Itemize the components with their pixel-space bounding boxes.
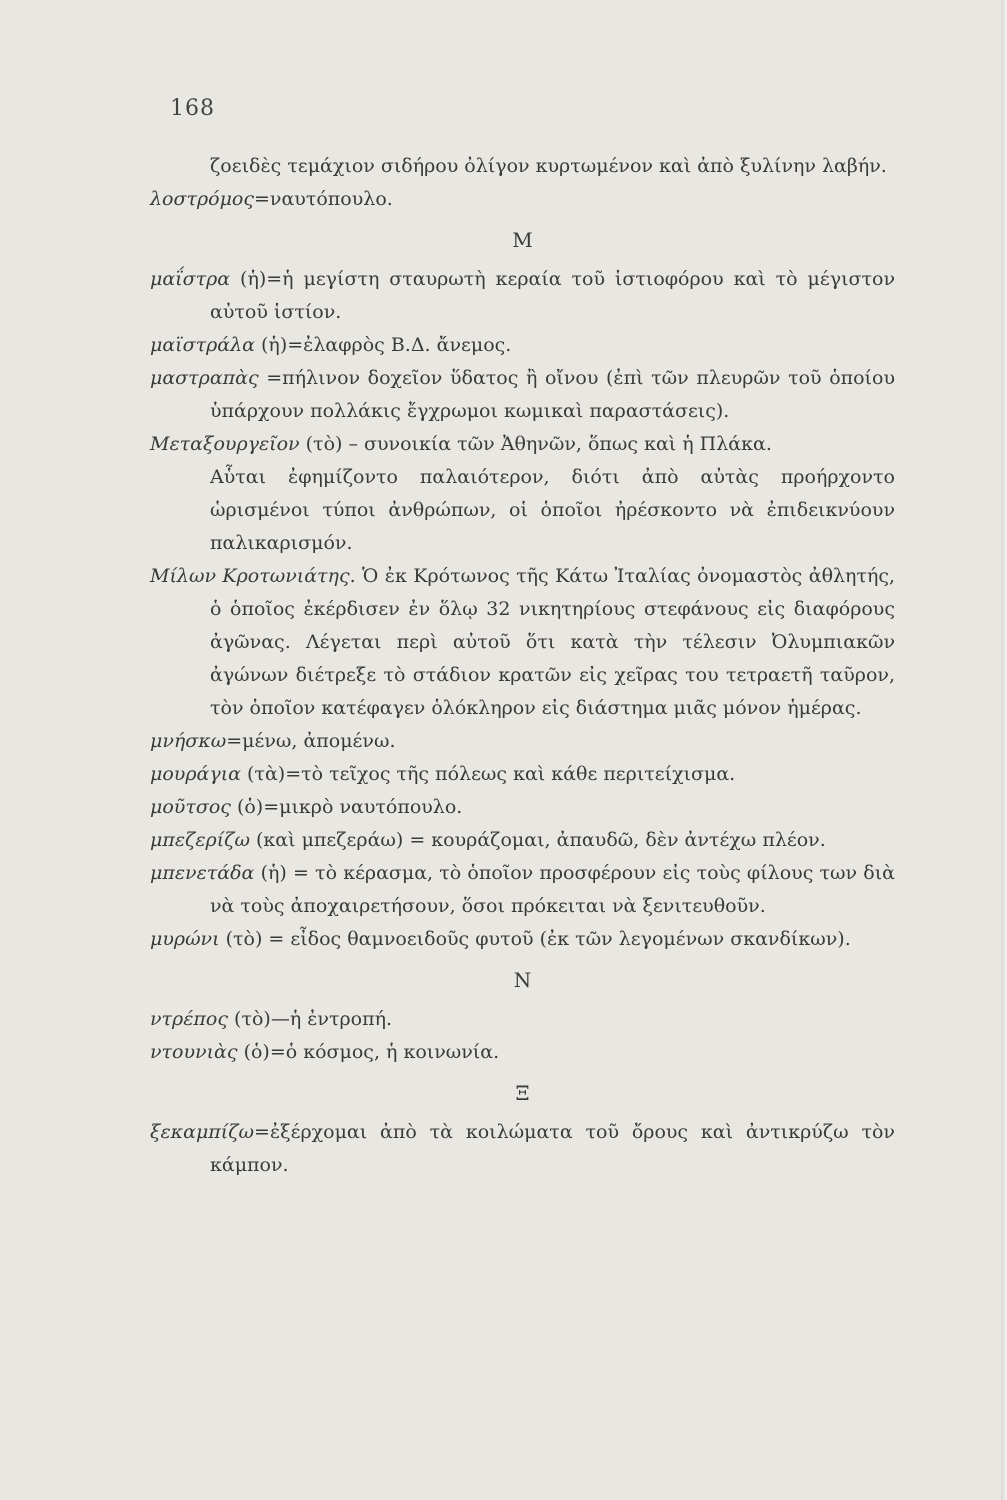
glossary-entry xyxy=(150,560,895,725)
entry-text: (ὁ)=ὁ κόσμος, ἡ κοινωνία. xyxy=(237,1041,500,1063)
entry-text: (ἡ)=ἐλαφρὸς Β.Δ. ἄνεμος. xyxy=(254,334,512,356)
page-edge xyxy=(1001,0,1007,1500)
entry-text: =ναυτόπουλο. xyxy=(254,188,393,210)
glossary-entry xyxy=(150,362,895,428)
entry-text: (ἡ)=ἡ μεγίστη σταυρωτὴ κεραία τοῦ ἱστιοφόρου καὶ τὸ μέγιστον αὐτοῦ ἱστίον. xyxy=(210,268,895,323)
glossary-entry xyxy=(150,923,895,956)
entry-lemma: ντουνιὰς xyxy=(150,1041,238,1063)
entry-text: (τὸ)—ἡ ἐντροπή. xyxy=(228,1008,393,1030)
entry-lemma: λοστρόμος xyxy=(150,188,254,210)
entry-continuation xyxy=(150,461,895,560)
entry-continuation xyxy=(150,150,895,183)
glossary-entry xyxy=(150,725,895,758)
entry-lemma: μυρώνι xyxy=(150,928,220,950)
glossary-entry xyxy=(150,263,895,329)
entry-text: (καὶ μπεζεράω) = κουράζομαι, ἀπαυδῶ, δὲν ἀντέχω πλέον. xyxy=(249,829,826,851)
entry-text: (τὰ)=τὸ τεῖχος τῆς πόλεως καὶ κάθε περιτείχισμα. xyxy=(240,763,736,785)
glossary-entry xyxy=(150,183,895,216)
entry-lemma: Μίλων Κροτωνιάτης xyxy=(150,565,350,587)
entry-lemma: μαστραπὰς xyxy=(150,367,259,389)
section-letter-n: Ν xyxy=(513,968,532,992)
entry-text: Αὗται ἐφημίζοντο παλαιότερον, διότι ἀπὸ αὐτὰς προήρχοντο ὡρισμένοι τύποι ἀνθρώπων, οἱ ὁποῖοι ἠρέσκοντο νὰ ἐπιδεικνύουν παλικαρισμόν. xyxy=(210,466,895,554)
section-letter-m: Μ xyxy=(512,228,533,252)
entry-text: =πήλινον δοχεῖον ὕδατος ἢ οἴνου (ἐπὶ τῶν πλευρῶν τοῦ ὁποίου ὑπάρχουν πολλάκις ἔγχρωμοι κωμικαὶ παραστάσεις). xyxy=(210,367,895,422)
glossary-entry xyxy=(150,428,895,461)
glossary-entry xyxy=(150,329,895,362)
entry-text: =μένω, ἀπομένω. xyxy=(226,730,396,752)
glossary-entry xyxy=(150,1116,895,1182)
entry-lemma: μαΐστρα xyxy=(150,268,231,290)
glossary-entry xyxy=(150,824,895,857)
section-letter-x: Ξ xyxy=(515,1081,530,1105)
entry-lemma: Μεταξουργεῖον xyxy=(150,433,300,455)
entry-lemma: μπενετάδα xyxy=(150,862,255,884)
entry-text: (τὸ) = εἶδος θαμνοειδοῦς φυτοῦ (ἐκ τῶν λεγομένων σκανδίκων). xyxy=(219,928,851,950)
glossary-entry xyxy=(150,1036,895,1069)
entry-lemma: μουράγια xyxy=(150,763,241,785)
entry-text: (ὁ)=μικρὸ ναυτόπουλο. xyxy=(230,796,463,818)
entry-text: =ἐξέρχομαι ἀπὸ τὰ κοιλώματα τοῦ ὄρους καὶ ἀντικρύζω τὸν κάμπον. xyxy=(210,1121,895,1176)
entry-lemma: μνήσκω xyxy=(150,730,227,752)
entry-lemma: ντρέπος xyxy=(150,1008,228,1030)
glossary-entry xyxy=(150,791,895,824)
entry-text: (ἡ) = τὸ κέρασμα, τὸ ὁποῖον προσφέρουν εἰς τοὺς φίλους των διὰ νὰ τοὺς ἀποχαιρετήσουν, ὅσοι πρόκειται νὰ ξενιτευθοῦν. xyxy=(210,862,895,917)
entry-text: (τὸ) – συνοικία τῶν Ἀθηνῶν, ὅπως καὶ ἡ Πλάκα. xyxy=(299,433,772,455)
entry-lemma: μπεζερίζω xyxy=(150,829,250,851)
entry-lemma: ξεκαμπίζω xyxy=(150,1121,255,1143)
glossary-entry xyxy=(150,857,895,923)
glossary-entry xyxy=(150,758,895,791)
entry-lemma: μοῦτσος xyxy=(150,796,231,818)
entry-text: . Ὁ ἐκ Κρότωνος τῆς Κάτω Ἰταλίας ὀνομαστὸς ἀθλητής, ὁ ὁποῖος ἐκέρδισεν ἐν ὅλῳ 32 νικητηρίους στεφάνους εἰς διαφόρους ἀγῶνας. Λέγεται περὶ αὐτοῦ ὅτι κατὰ τὴν τέλεσιν Ὀλυμπιακῶν ἀγώνων διέτρεξε τὸ στάδιον κρατῶν εἰς χεῖρας του τετραετῆ ταῦρον, τὸν ὁποῖον κατέφαγεν ὁλόκληρον εἰς διάστημα μιᾶς μόνον ἡμέρας. xyxy=(210,565,896,719)
glossary-text xyxy=(150,150,895,1182)
entry-text: ζοειδὲς τεμάχιον σιδήρου ὀλίγον κυρτωμένον καὶ ἀπὸ ξυλίνην λαβήν. xyxy=(210,155,887,177)
page-number: 168 xyxy=(170,96,215,121)
glossary-entry xyxy=(150,1003,895,1036)
entry-lemma: μαϊστράλα xyxy=(150,334,255,356)
